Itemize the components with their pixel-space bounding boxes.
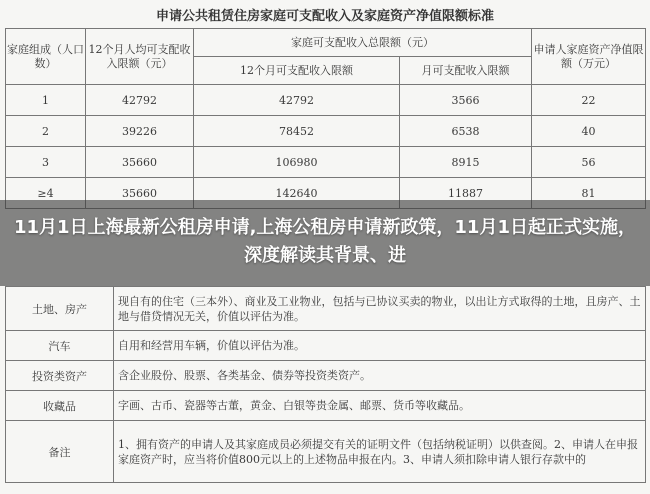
cell-monthly-avg: 35660 [86, 178, 194, 209]
asset-category-name: 收藏品 [6, 391, 114, 421]
table-row [6, 147, 646, 178]
cell-income-12m: 142640 [194, 178, 400, 209]
header-assets: 申请人家庭资产净值限额（万元） [532, 29, 646, 85]
table-row [6, 391, 646, 421]
cell-assets: 81 [532, 178, 646, 209]
document-title: 申请公共租赁住房家庭可支配收入及家庭资产净值限额标准 [155, 8, 494, 24]
cell-income-1m: 6538 [400, 116, 532, 147]
table-row [6, 421, 646, 483]
asset-category-desc: 自用和经营用车辆，价值以评估为准。 [114, 331, 646, 361]
cell-income-12m: 42792 [194, 85, 400, 116]
asset-category-name: 备注 [6, 421, 114, 483]
headline-banner [0, 200, 650, 286]
asset-category-desc: 现自有的住宅（三本外）、商业及工业物业，包括与已协议买卖的物业，以出让方式取得的土地，且房产、土地与借贷情况无关，价值以评估为准。 [114, 287, 646, 331]
table-row [6, 361, 646, 391]
cell-monthly-avg: 39226 [86, 116, 194, 147]
cell-household: ≥4 [6, 178, 86, 209]
asset-category-table [5, 286, 646, 483]
cell-assets: 56 [532, 147, 646, 178]
header-total-income: 家庭可支配收入总限额（元） [194, 29, 532, 57]
table-row [6, 85, 646, 116]
asset-category-name: 土地、房产 [6, 287, 114, 331]
cell-monthly-avg: 42792 [86, 85, 194, 116]
table-row [6, 116, 646, 147]
asset-category-name: 汽车 [6, 331, 114, 361]
table-row [6, 287, 646, 331]
asset-category-name: 投资类资产 [6, 361, 114, 391]
cell-income-12m: 78452 [194, 116, 400, 147]
asset-category-desc: 字画、古币、瓷器等古董，黄金、白银等贵金属、邮票、货币等收藏品。 [114, 391, 646, 421]
header-household: 家庭组成（人口数） [6, 29, 86, 85]
table-row [6, 331, 646, 361]
cell-income-1m: 8915 [400, 147, 532, 178]
cell-assets: 22 [532, 85, 646, 116]
cell-household: 3 [6, 147, 86, 178]
cell-income-1m: 3566 [400, 85, 532, 116]
cell-assets: 40 [532, 116, 646, 147]
header-monthly-avg: 12个月人均可支配收入限额（元） [86, 29, 194, 85]
asset-category-desc: 含企业股份、股票、各类基金、债券等投资类资产。 [114, 361, 646, 391]
cell-household: 2 [6, 116, 86, 147]
cell-income-1m: 11887 [400, 178, 532, 209]
header-income-12m: 12个月可支配收入限额 [194, 57, 400, 85]
header-income-1m: 月可支配收入限额 [400, 57, 532, 85]
asset-category-desc: 1、拥有资产的申请人及其家庭成员必须提交有关的证明文件（包括纳税证明）以供查阅。2、申请人在申报家庭资产时，应当将价值800元以上的上述物品申报在内。3、申请人须扣除申请人银行存款中的 [114, 421, 646, 483]
cell-monthly-avg: 35660 [86, 147, 194, 178]
cell-income-12m: 106980 [194, 147, 400, 178]
cell-household: 1 [6, 85, 86, 116]
headline-text[interactable]: 11月1日上海最新公租房申请,上海公租房申请新政策，11月1日起正式实施，深度解读其背景、进 [14, 217, 636, 266]
income-limit-table [5, 28, 646, 209]
